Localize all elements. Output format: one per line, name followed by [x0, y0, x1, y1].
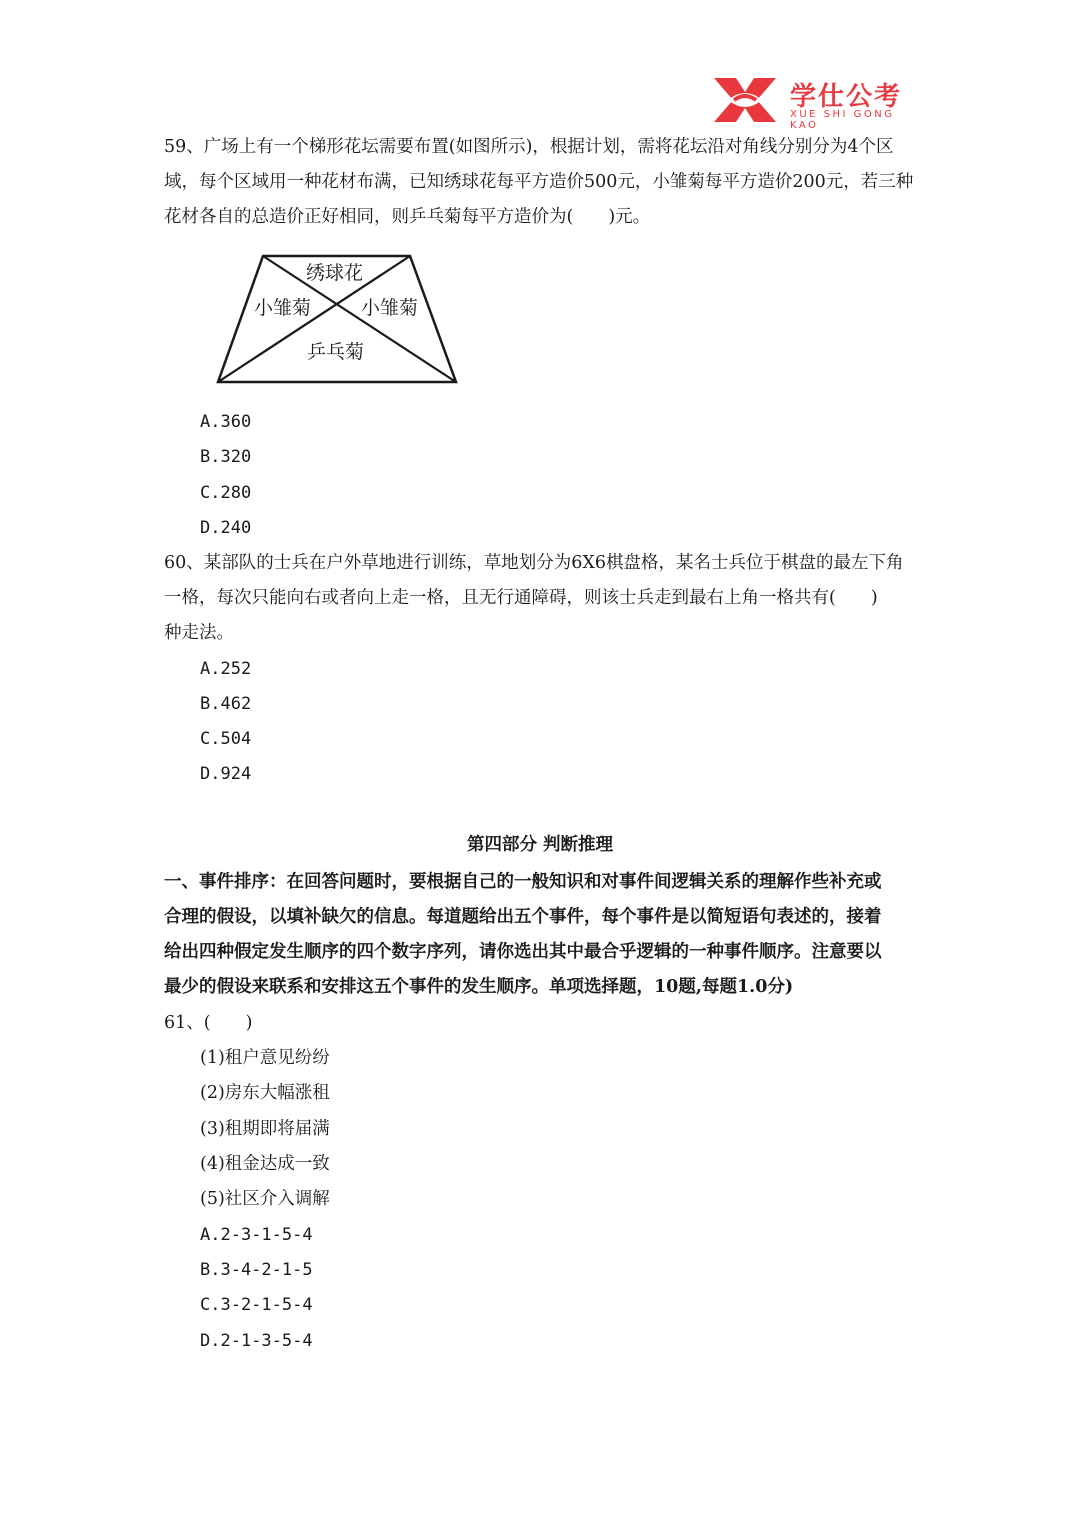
figure-label-top: 绣球花 — [306, 262, 364, 284]
section-intro-line-2: 合理的假设，以填补缺欠的信息。每道题给出五个事件，每个事件是以简短语句表述的，接着 — [164, 907, 882, 927]
logo-title: 学仕公考 — [790, 82, 903, 112]
q60-option-c: C.504 — [200, 729, 252, 749]
figure-label-left: 小雏菊 — [254, 297, 312, 319]
q60-option-b: B.462 — [200, 694, 252, 714]
q60-option-a: A.252 — [200, 659, 252, 679]
q61-option-a: A.2-3-1-5-4 — [200, 1225, 313, 1245]
section-intro-line-3: 给出四种假定发生顺序的四个数字序列，请你选出其中最合乎逻辑的一种事件顺序。注意要以 — [164, 942, 882, 962]
q60-line-1: 60、某部队的士兵在户外草地进行训练，草地划分为6X6棋盘格，某名士兵位于棋盘的最左下角 — [164, 553, 904, 573]
q59-option-c: C.280 — [200, 483, 252, 503]
q59-line-3: 花材各自的总造价正好相同，则乒乓菊每平方造价为( )元。 — [164, 207, 651, 227]
q59-line-2: 域，每个区域用一种花材布满，已知绣球花每平方造价500元，小雏菊每平方造价200元，若三种 — [164, 172, 914, 192]
q59-option-b: B.320 — [200, 447, 252, 467]
section-intro-line-4: 最少的假设来联系和安排这五个事件的发生顺序。单项选择题，10题,每题1.0分) — [164, 977, 794, 997]
figure-label-bottom: 乒乓菊 — [307, 341, 365, 363]
q61-event-4: (4)租金达成一致 — [200, 1154, 330, 1174]
logo-subtitle: XUE SHI GONG KAO — [790, 109, 895, 131]
q60-option-d: D.924 — [200, 764, 252, 784]
logo-x-icon — [710, 76, 780, 124]
q61-event-3: (3)租期即将届满 — [200, 1119, 330, 1139]
q60-line-2: 一格，每次只能向右或者向上走一格，且无行通障碍，则该士兵走到最右上角一格共有( ) — [164, 588, 878, 608]
q61-event-5: (5)社区介入调解 — [200, 1189, 330, 1209]
q61-option-b: B.3-4-2-1-5 — [200, 1260, 313, 1280]
q61-option-c: C.3-2-1-5-4 — [200, 1295, 313, 1315]
section-intro-line-1: 一、事件排序：在回答问题时，要根据自己的一般知识和对事件间逻辑关系的理解作些补充或 — [164, 872, 882, 892]
header-logo — [710, 76, 920, 131]
q61-stem: 61、( ) — [164, 1013, 253, 1033]
figure-label-right: 小雏菊 — [361, 297, 419, 319]
section-title: 第四部分 判断推理 — [466, 835, 614, 855]
q59-option-d: D.240 — [200, 518, 252, 538]
q61-option-d: D.2-1-3-5-4 — [200, 1331, 313, 1351]
q61-event-2: (2)房东大幅涨租 — [200, 1083, 330, 1103]
q59-option-a: A.360 — [200, 412, 252, 432]
q60-line-3: 种走法。 — [164, 623, 234, 643]
q61-event-1: (1)租户意见纷纷 — [200, 1048, 330, 1068]
q59-line-1: 59、广场上有一个梯形花坛需要布置(如图所示)，根据计划，需将花坛沿对角线分别分为4个区 — [164, 137, 894, 157]
